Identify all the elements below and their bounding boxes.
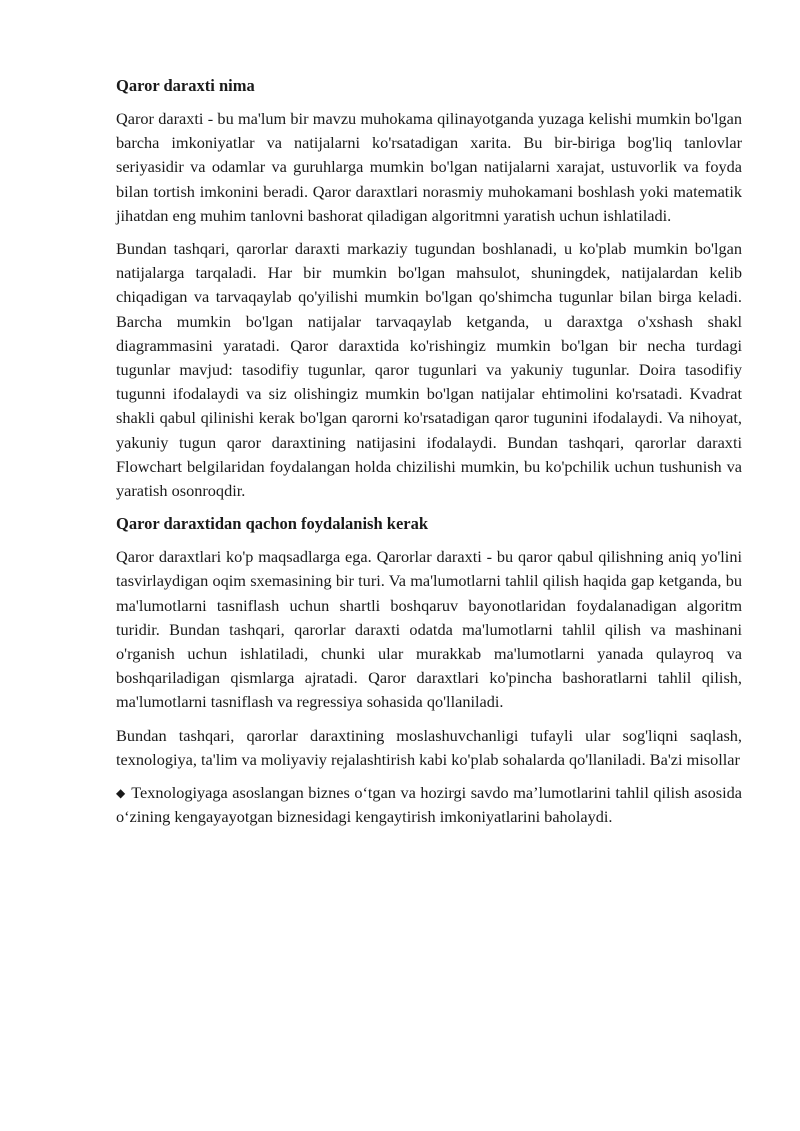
- section-heading-when-to-use: Qaror daraxtidan qachon foydalanish kerak: [116, 514, 429, 534]
- diamond-bullet-icon: ◆: [116, 786, 126, 801]
- document-page: [116, 74, 742, 829]
- paragraph-definition: Qaror daraxti - bu ma'lum bir mavzu muhokama qilinayotganda yuzaga kelishi mumkin bo'lgan barcha imkoniyatlar va natijalarni ko'rsatadigan xarita. Bu bir-biriga bog'liq tanlovlar seriyasidir va odamlar va guruhlarga mumkin bo'lgan natijalarni xarajat, ustuvorlik va foyda bilan tortish imkonini beradi. Qaror daraxtlari norasmiy muhokamani boshlash yoki matematik jihatdan eng muhim tanlovni bashorat qiladigan algoritmni yaratish uchun ishlatiladi.: [116, 109, 742, 225]
- section-heading-what-is-decision-tree: Qaror daraxti nima: [116, 76, 255, 95]
- paragraph-purposes: Qaror daraxtlari ko'p maqsadlarga ega. Qarorlar daraxti - bu qaror qabul qilishning aniq yo'lini tasvirlaydigan oqim sxemasining bir turi. Va ma'lumotlarni tahlil qilish haqida gap ketganda, bu ma'lumotlarni tasniflash uchun shartli boshqaruv bayonotlaridan foydalanadigan algoritm turidir. Bundan tashqari, qarorlar daraxti odatda ma'lumotlarni tahlil qilish va mashinani o'rganish uchun ishlatiladi, chunki ular murakkab ma'lumotlarni yanada qulayroq va boshqariladigan qismlarga ajratadi. Qaror daraxtlari ko'pincha bashoratlarni tahlil qilish, ma'lumotlarni tasniflash va regressiya sohasida qo'llaniladi.: [116, 547, 742, 712]
- bullet-text: Texnologiyaga asoslangan biznes o‘tgan va hozirgi savdo ma’lumotlarini tahlil qilish asosida o‘zining kengayayotgan biznesidagi kengaytirish imkoniyatlarini baholaydi.: [116, 783, 742, 827]
- paragraph-nodes: Bundan tashqari, qarorlar daraxti markaziy tugundan boshlanadi, u ko'plab mumkin bo'lgan natijalarga tarqaladi. Har bir mumkin bo'lgan mahsulot, shuningdek, natijalardan kelib chiqadigan va tarvaqaylab qo'yilishi mumkin bo'lgan qo'shimcha tugunlar bilan birga keladi. Barcha mumkin bo'lgan natijalar tarvaqaylab ketganda, u daraxtga o'xshash shakl diagrammasini yaratadi. Qaror daraxtida ko'rishingiz mumkin bo'lgan bir necha turdagi tugunlar mavjud: tasodifiy tugunlar, qaror tugunlari va yakuniy tugunlar. Doira tasodifiy tugunni ifodalaydi va siz olishingiz mumkin bo'lgan natijalar ehtimolini ko'rsatadi. Kvadrat shakli qabul qilinishi kerak bo'lgan qarorni ko'rsatadigan qaror tugunini ifodalaydi. Va nihoyat, yakuniy tugun qaror daraxtining natijasini ifodalaydi. Bundan tashqari, qarorlar daraxti Flowchart belgilaridan foydalangan holda chizilishi mumkin, bu ko'pchilik uchun tushunish va yaratish osonroqdir.: [116, 239, 742, 501]
- bullet-list-item: [116, 781, 742, 829]
- paragraph-fields: Bundan tashqari, qarorlar daraxtining moslashuvchanligi tufayli ular sog'liqni saqlash, texnologiya, ta'lim va moliyaviy rejalashtirish kabi ko'plab sohalarda qo'llaniladi. Ba'zi misollar: [116, 725, 742, 769]
